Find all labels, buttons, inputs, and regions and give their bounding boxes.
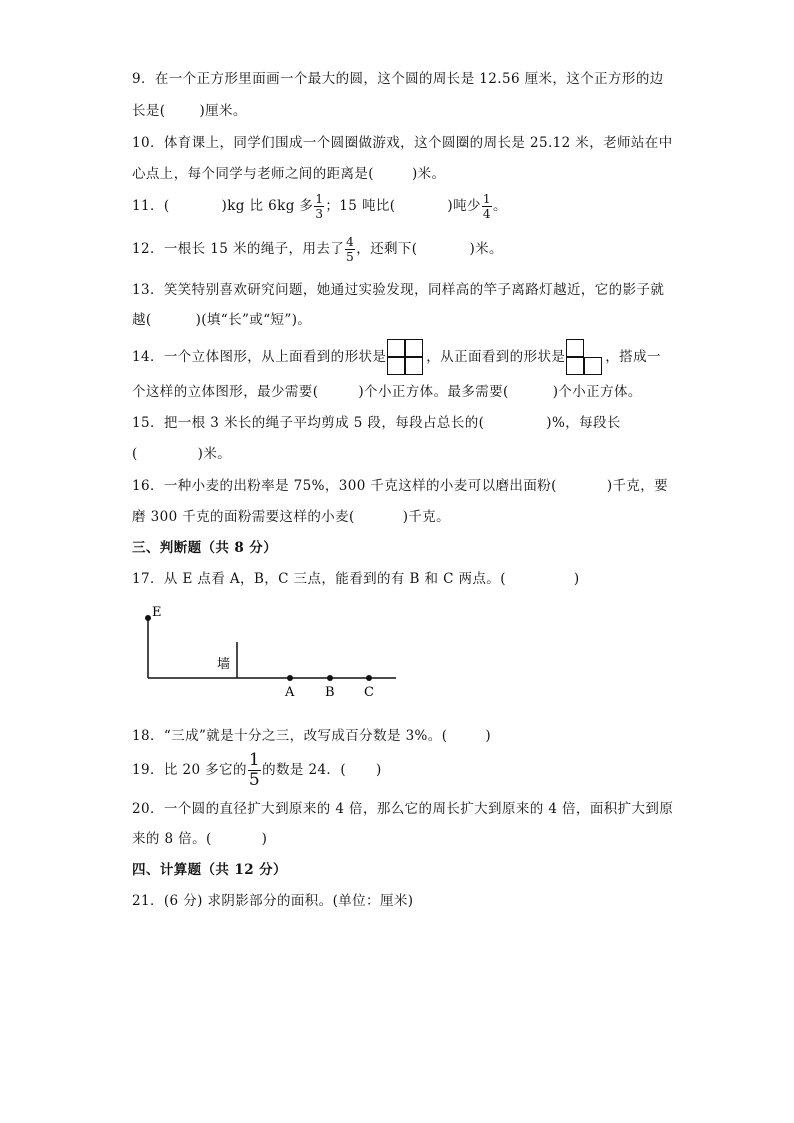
section-3-title: 三、判断题（共 8 分）: [132, 540, 278, 556]
question-11-text-e: 。: [492, 198, 507, 214]
question-11-text-a: 11．(: [132, 198, 170, 214]
question-16-text-d: )千克。: [402, 509, 451, 525]
question-19-text-a: 19．比 20 多它的: [132, 762, 247, 778]
question-19-text-b: 的数是 24．(: [262, 762, 346, 778]
question-13-text-b: )(填“长”或“短”)。: [195, 312, 312, 328]
label-a: A: [285, 685, 295, 700]
question-20-text-b: ): [261, 831, 268, 847]
question-15-line-1: [132, 411, 621, 431]
shape-cell: [405, 339, 423, 357]
question-13-text-a: 越(: [132, 312, 152, 328]
question-18: [132, 724, 491, 744]
question-9-text-a: 长是(: [132, 103, 166, 119]
question-11-text-c: ；15 吨比(: [325, 198, 396, 214]
wall-line-of-sight-figure: [140, 600, 410, 702]
question-12-text-a: 12．一根长 15 米的绳子，用去了: [132, 241, 345, 257]
question-14-text-d: 个这样的立体图形，最少需要(: [132, 384, 319, 400]
question-10-line-2: [132, 162, 445, 182]
question-15-text-d: )米。: [197, 446, 232, 462]
question-15-text-b: )%，每段长: [546, 415, 621, 431]
fraction-numerator: 1: [248, 750, 261, 770]
question-20-line-1: [132, 797, 673, 817]
question-10-text: 10．体育课上，同学们围成一个圆圈做游戏，这个圆圈的周长是 25.12 米，老师站在中: [132, 135, 673, 151]
question-13-text: 13．笑笑特别喜欢研究问题，她通过实验发现，同样高的竿子离路灯越近，它的影子就: [132, 282, 665, 298]
question-18-text-a: 18．“三成”就是十分之三，改写成百分数是 3%。(: [132, 728, 448, 744]
question-16-text-c: 磨 300 千克的面粉需要这样的小麦(: [132, 509, 355, 525]
question-17-text-b: ): [573, 571, 580, 587]
question-12-text-c: )米。: [469, 241, 503, 257]
shape-cell: [387, 357, 405, 375]
question-15-line-2: [132, 442, 231, 462]
question-16-text-b: )千克，要: [606, 478, 669, 494]
question-9-line-2: [132, 99, 247, 119]
question-12-text-b: ，还剩下(: [356, 241, 418, 257]
question-11: [132, 193, 507, 220]
question-15-text-a: 15．把一根 3 米长的绳子平均剪成 5 段，每段占总长的(: [132, 415, 485, 431]
fraction-one-quarter: [482, 193, 492, 220]
shape-cell: [405, 357, 423, 375]
question-14-text-f: )个小正方体。: [552, 384, 642, 400]
question-11-text-d: )吨少: [447, 198, 481, 214]
question-19: [132, 752, 382, 789]
label-wall: 墙: [217, 657, 231, 672]
top-view-shape: [387, 339, 425, 376]
fraction-one-third: [314, 193, 324, 220]
label-e: E: [152, 605, 162, 620]
question-10-text-b: )米。: [411, 166, 446, 182]
shape-cell: [584, 357, 602, 375]
question-9-line-1: [132, 67, 664, 87]
label-b: B: [325, 685, 335, 700]
question-16-text-a: 16．一种小麦的出粉率是 75%，300 千克这样的小麦可以磨出面粉(: [132, 478, 557, 494]
question-13-line-1: [132, 278, 664, 298]
question-15-text-c: (: [132, 446, 138, 462]
shape-cell: [566, 357, 584, 375]
question-16-line-1: [132, 474, 668, 494]
figure-svg: [140, 600, 410, 702]
section-4-heading: [132, 858, 287, 878]
question-20-line-2: [132, 827, 267, 847]
question-14-text-a: 14．一个立体图形，从上面看到的形状是: [132, 349, 387, 365]
fraction-denominator: 5: [346, 250, 355, 264]
question-14-text-b: ，从正面看到的形状是: [426, 349, 566, 365]
front-view-shape: [566, 339, 604, 376]
question-20-text: 20．一个圆的直径扩大到原来的 4 倍，那么它的周长扩大到原来的 4 倍，面积扩大到原: [132, 801, 674, 817]
point-b: [327, 675, 333, 681]
question-13-line-2: [132, 308, 311, 328]
fraction-one-fifth: [248, 752, 261, 789]
question-14-line-1: [132, 339, 661, 377]
point-e: [145, 615, 151, 621]
question-11-text-b: )kg 比 6kg 多: [221, 198, 314, 214]
label-c: C: [364, 685, 374, 700]
fraction-denominator: 3: [315, 207, 324, 221]
question-10-line-1: [132, 131, 673, 151]
question-9-text: 9．在一个正方形里面画一个最大的圆，这个圆的周长是 12.56 厘米，这个正方形的边: [132, 71, 664, 87]
fraction-numerator: 4: [346, 235, 355, 249]
question-14-text-e: )个小正方体。最多需要(: [358, 384, 509, 400]
section-3-heading: [132, 536, 277, 556]
question-17-text-a: 17．从 E 点看 A，B，C 三点，能看到的有 B 和 C 两点。(: [132, 571, 506, 587]
fraction-denominator: 5: [248, 770, 261, 790]
question-10-text-a: 心点上，每个同学与老师之间的距离是(: [132, 166, 374, 182]
question-20-text-a: 来的 8 倍。(: [132, 831, 212, 847]
fraction-four-fifths: [345, 236, 355, 263]
section-4-title: 四、计算题（共 12 分）: [132, 862, 287, 878]
fraction-denominator: 4: [482, 207, 491, 221]
question-14-text-c: ，搭成一: [605, 349, 661, 365]
question-21: [132, 889, 413, 909]
point-a: [287, 675, 293, 681]
shape-cell: [566, 339, 584, 357]
question-14-line-2: [132, 380, 642, 400]
shape-cell: [387, 339, 405, 357]
point-c: [366, 675, 372, 681]
question-12: [132, 236, 503, 263]
question-19-text-c: ): [376, 762, 382, 778]
question-21-text: 21．(6 分) 求阴影部分的面积。(单位：厘米): [132, 893, 414, 909]
question-18-text-b: ): [485, 728, 492, 744]
fraction-numerator: 1: [315, 192, 324, 206]
question-17: [132, 567, 580, 587]
fraction-numerator: 1: [482, 192, 491, 206]
question-9-text-b: )厘米。: [199, 103, 247, 119]
question-16-line-2: [132, 505, 450, 525]
